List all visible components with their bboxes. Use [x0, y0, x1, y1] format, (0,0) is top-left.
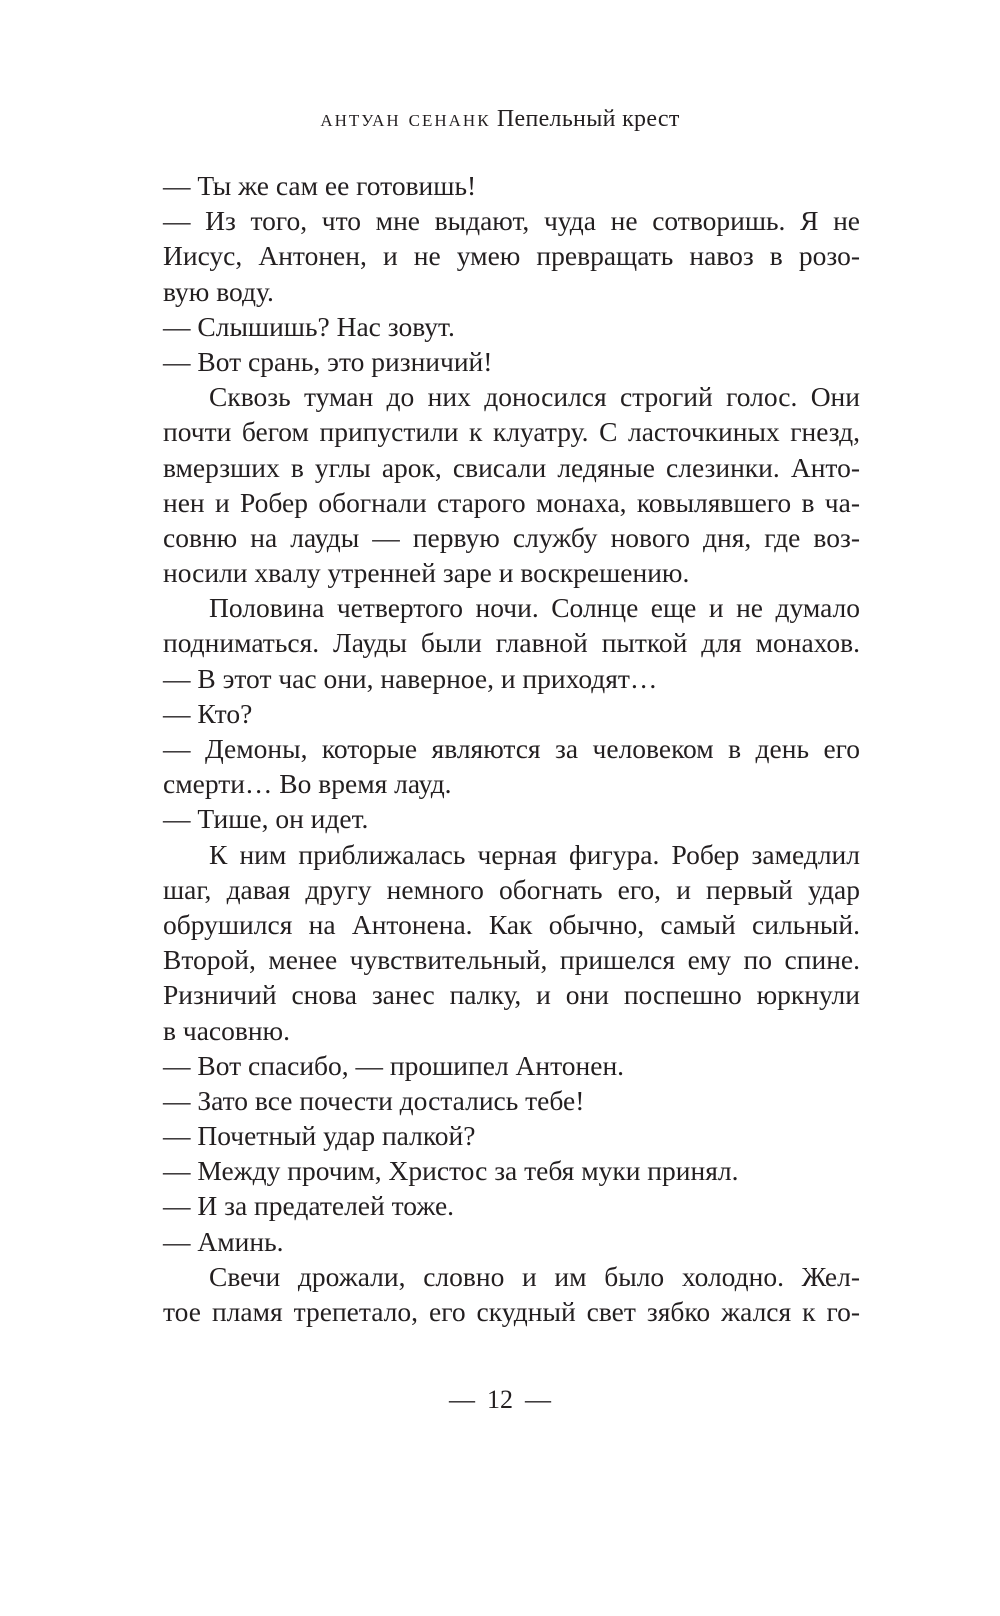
text-line: — Ты же сам ее готовишь!: [163, 170, 477, 201]
folio-dash-left: —: [449, 1385, 475, 1414]
text-line: — Из того, что мне выдают, чуда не сотворишь. Я не: [163, 205, 860, 237]
text-line: — Между прочим, Христос за тебя муки принял.: [163, 1155, 739, 1187]
text-line: в часовню.: [163, 1014, 290, 1046]
text-line: носили хвалу утренней заре и воскрешению.: [163, 557, 690, 589]
text-line: — Вот спасибо, — прошипел Антонен.: [163, 1049, 625, 1081]
text-line: Ризничий снова занес палку, и они поспешно юркнули: [163, 979, 860, 1011]
text-line: тое пламя трепетало, его скудный свет зябко жался к го-: [163, 1296, 860, 1327]
text-line: обрушился на Антонена. Как обычно, самый сильный.: [163, 908, 860, 940]
page-number: 12: [487, 1385, 513, 1414]
body-text: [163, 168, 860, 1329]
text-line: шаг, давая другу немного обогнать его, и первый удар: [163, 873, 860, 905]
text-line: — И за предателей тоже.: [163, 1190, 455, 1222]
text-line: Половина четвертого ночи. Солнце еще и не думало: [209, 592, 860, 624]
header-title: Пепельный крест: [496, 106, 680, 132]
running-header: [0, 104, 1000, 134]
text-line: — Демоны, которые являются за человеком в день его: [163, 733, 860, 764]
text-line: — Тише, он идет.: [163, 803, 369, 835]
text-line: — Слышишь? Нас зовут.: [163, 310, 455, 342]
text-line: — Аминь.: [163, 1225, 284, 1257]
text-line: подниматься. Лауды были главной пыткой для монахов.: [163, 627, 860, 659]
text-line: — Кто?: [163, 697, 253, 729]
text-line: К ним приближалась черная фигура. Робер замедлил: [209, 838, 860, 870]
header-author: антуан сенанк: [320, 106, 491, 132]
text-line: — Почетный удар палкой?: [163, 1120, 476, 1152]
text-line: — Вот срань, это ризничий!: [163, 345, 493, 377]
text-line: нен и Робер обогнали старого монаха, ковылявшего в ча-: [163, 486, 860, 518]
page-folio: [0, 1383, 1000, 1417]
text-line: вую воду.: [163, 275, 274, 307]
text-line: — В этот час они, наверное, и приходят…: [163, 662, 658, 694]
text-line: смерти… Во время лауд.: [163, 768, 452, 800]
text-line: вмерзших в углы арок, свисали ледяные слезинки. Анто-: [163, 451, 860, 483]
text-line: совню на лауды — первую службу нового дня, где воз-: [163, 521, 860, 553]
text-line: Свечи дрожали, словно и им было холодно. Жел-: [209, 1260, 860, 1292]
text-line: Второй, менее чувствительный, пришелся ему по спине.: [163, 944, 860, 976]
text-line: Сквозь туман до них доносился строгий голос. Они: [209, 381, 860, 413]
folio-dash-right: —: [525, 1385, 551, 1414]
text-line: — Зато все почести достались тебе!: [163, 1084, 585, 1116]
text-line: Иисус, Антонен, и не умею превращать навоз в розо-: [163, 240, 860, 272]
text-line: почти бегом припустили к клуатру. С ласточкиных гнезд,: [163, 416, 860, 448]
